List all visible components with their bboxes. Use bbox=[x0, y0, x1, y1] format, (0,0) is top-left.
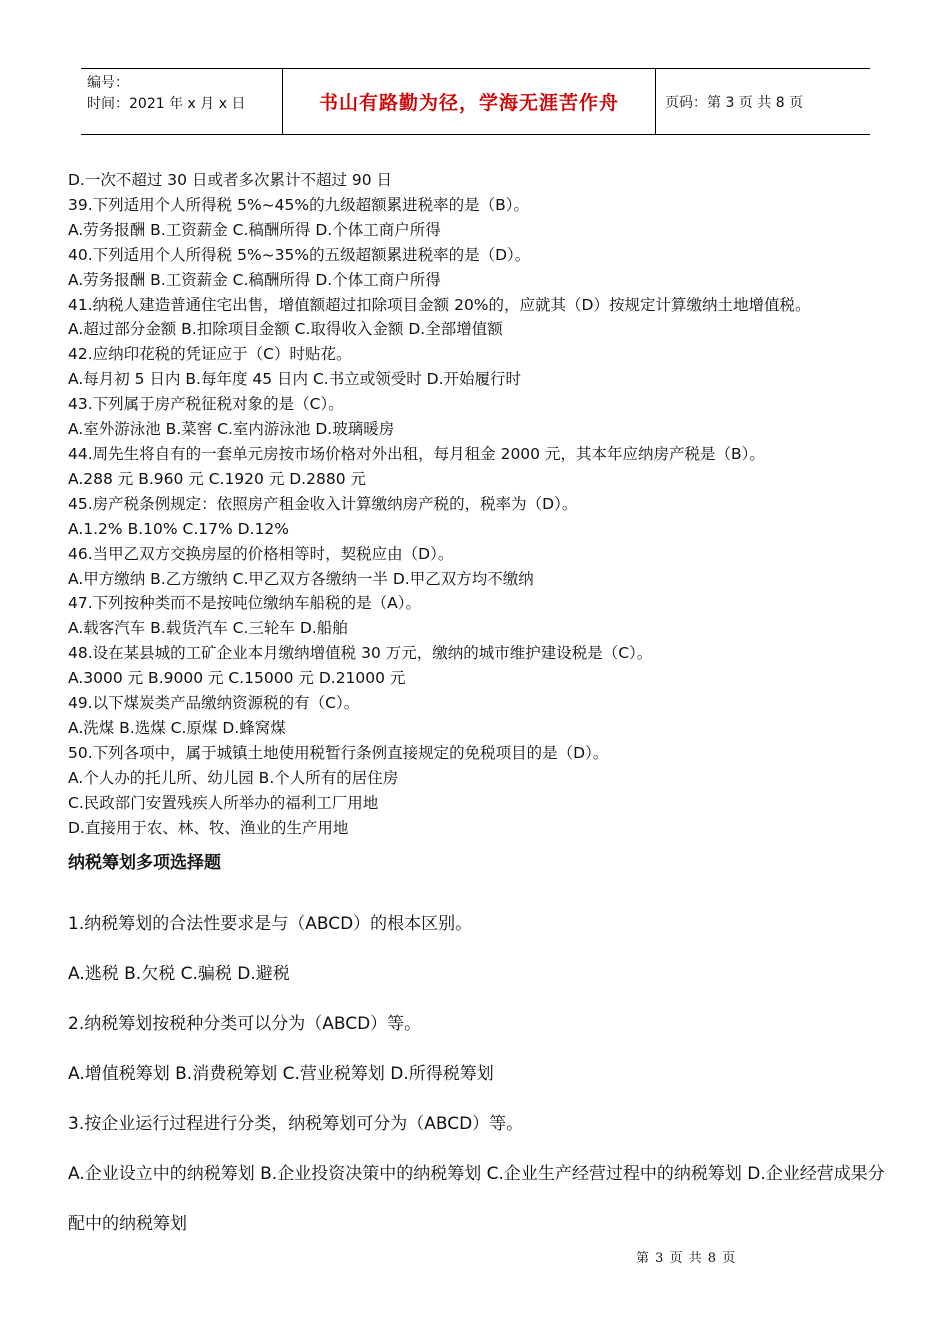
options-44: A.288 元 B.960 元 C.1920 元 D.2880 元 bbox=[68, 469, 366, 488]
mc-options-3: A.企业设立中的纳税筹划 B.企业投资决策中的纳税筹划 C.企业生产经营过程中的纳税筹划 D.企业经营成果分配中的纳税筹划 bbox=[68, 1164, 885, 1234]
options-47: A.载客汽车 B.载货汽车 C.三轮车 D.船舶 bbox=[68, 619, 348, 638]
question-48: 48.设在某县城的工矿企业本月缴纳增值税 30 万元，缴纳的城市维护建设税是（C）。 bbox=[68, 644, 653, 663]
options-40: A.劳务报酬 B.工资薪金 C.稿酬所得 D.个体工商户所得 bbox=[68, 270, 441, 289]
options-41: A.超过部分金额 B.扣除项目金额 C.取得收入金额 D.全部增值额 bbox=[68, 320, 503, 339]
options-48: A.3000 元 B.9000 元 C.15000 元 D.21000 元 bbox=[68, 669, 406, 688]
options-45: A.1.2% B.10% C.17% D.12% bbox=[68, 519, 289, 538]
options-46: A.甲方缴纳 B.乙方缴纳 C.甲乙双方各缴纳一半 D.甲乙双方均不缴纳 bbox=[68, 569, 534, 588]
question-45: 45.房产税条例规定：依照房产租金收入计算缴纳房产税的，税率为（D）。 bbox=[68, 494, 578, 513]
section-title: 纳税筹划多项选择题 bbox=[68, 853, 221, 873]
options-50-ab: A.个人办的托儿所、幼儿园 B.个人所有的居住房 bbox=[68, 768, 399, 787]
page-header bbox=[81, 68, 870, 135]
document-time: 时间：2021 年 x 月 x 日 bbox=[87, 96, 246, 112]
options-50-d: D.直接用于农、林、牧、渔业的生产用地 bbox=[68, 818, 349, 837]
question-50: 50.下列各项中，属于城镇土地使用税暂行条例直接规定的免税项目的是（D）。 bbox=[68, 743, 609, 762]
question-40: 40.下列适用个人所得税 5%~35%的五级超额累进税率的是（D）。 bbox=[68, 245, 531, 264]
header-motto: 书山有路勤为径，学海无涯苦作舟 bbox=[283, 69, 656, 134]
options-42: A.每月初 5 日内 B.每年度 45 日内 C.书立或领受时 D.开始履行时 bbox=[68, 370, 522, 389]
options-43: A.室外游泳池 B.菜窖 C.室内游泳池 D.玻璃暖房 bbox=[68, 420, 395, 439]
multi-choice-list bbox=[68, 899, 898, 1249]
text-line: D.一次不超过 30 日或者多次累计不超过 90 日 bbox=[68, 171, 393, 189]
question-list bbox=[68, 168, 898, 840]
question-46: 46.当甲乙双方交换房屋的价格相等时，契税应由（D）。 bbox=[68, 544, 454, 563]
question-44: 44.周先生将自有的一套单元房按市场价格对外出租，每月租金 2000 元，其本年应纳房产税是（B）。 bbox=[68, 444, 765, 463]
options-39: A.劳务报酬 B.工资薪金 C.稿酬所得 D.个体工商户所得 bbox=[68, 220, 441, 239]
options-50-c: C.民政部门安置残疾人所举办的福利工厂用地 bbox=[68, 793, 379, 812]
mc-question-1: 1.纳税筹划的合法性要求是与（ABCD）的根本区别。 bbox=[68, 914, 473, 934]
question-39: 39.下列适用个人所得税 5%~45%的九级超额累进税率的是（B）。 bbox=[68, 195, 529, 214]
page-footer: 第 3 页 共 8 页 bbox=[636, 1251, 737, 1266]
mc-options-2: A.增值税筹划 B.消费税筹划 C.营业税筹划 D.所得税筹划 bbox=[68, 1064, 494, 1084]
mc-question-3: 3.按企业运行过程进行分类，纳税筹划可分为（ABCD）等。 bbox=[68, 1114, 524, 1134]
question-41: 41.纳税人建造普通住宅出售，增值额超过扣除项目金额 20%的，应就其（D）按规定计算缴纳土地增值税。 bbox=[68, 295, 811, 314]
header-page-number: 页码：第 3 页 共 8 页 bbox=[665, 94, 804, 111]
mc-question-2: 2.纳税筹划按税种分类可以分为（ABCD）等。 bbox=[68, 1014, 422, 1034]
question-49: 49.以下煤炭类产品缴纳资源税的有（C）。 bbox=[68, 694, 360, 713]
question-42: 42.应纳印花税的凭证应于（C）时贴花。 bbox=[68, 345, 352, 364]
question-47: 47.下列按种类而不是按吨位缴纳车船税的是（A）。 bbox=[68, 594, 422, 613]
mc-options-1: A.逃税 B.欠税 C.骗税 D.避税 bbox=[68, 964, 290, 984]
options-49: A.洗煤 B.选煤 C.原煤 D.蜂窝煤 bbox=[68, 718, 286, 737]
header-meta bbox=[81, 69, 283, 134]
question-43: 43.下列属于房产税征税对象的是（C）。 bbox=[68, 395, 344, 414]
document-number: 编号： bbox=[87, 75, 129, 91]
